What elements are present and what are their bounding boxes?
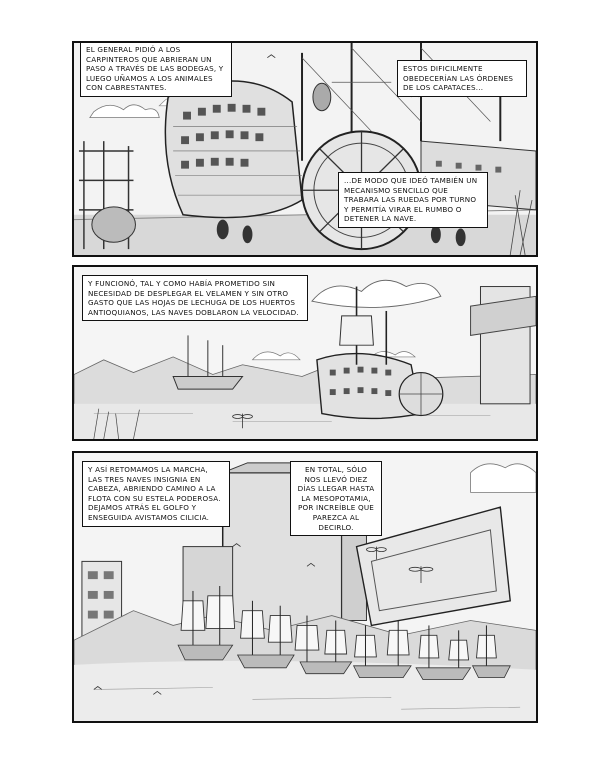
comic-panel-1 [72, 41, 538, 257]
caption-box: ...DE MODO QUE IDEÓ TAMBIÉN UN MECANISMO SENCILLO QUE TRABARA LAS RUEDAS POR TURNO Y PERMITÍA VIRAR EL RUMBO O DETENER LA NAVE. [338, 172, 488, 228]
caption-box: Y ASÍ RETOMAMOS LA MARCHA, LAS TRES NAVES INSIGNIA EN CABEZA, ABRIENDO CAMINO A LA FLOTA CON SU ESTELA PODEROSA. DEJAMOS ATRÁS EL GOLFO Y ENSEGUIDA AVISTAMOS CILICIA. [82, 461, 230, 527]
caption-box: EN TOTAL, SÓLO NOS LLEVÓ DIEZ DÍAS LLEGAR HASTA LA MESOPOTAMIA, POR INCREÍBLE QUE PAREZCA AL DECIRLO. [290, 461, 382, 536]
caption-box: ESTOS DIFICILMENTE OBEDECERÍAN LAS ÓRDENES DE LOS CAPATACES... [397, 60, 527, 97]
caption-box: EL GENERAL PIDIÓ A LOS CARPINTEROS QUE ABRIERAN UN PASO A TRAVÉS DE LAS BODEGAS, Y LUEGO UÑAMOS A LOS ANIMALES CON CABRESTANTES. [80, 41, 232, 97]
caption-box: Y FUNCIONÓ, TAL Y COMO HABÍA PROMETIDO SIN NECESIDAD DE DESPLEGAR EL VELAMEN Y SIN OTRO GASTO QUE LAS HOJAS DE LECHUGA DE LOS HUERTOS ANTIOQUIANOS, LAS NAVES DOBLARON LA VELOCIDAD. [82, 275, 308, 321]
comic-panel-3 [72, 451, 538, 723]
comic-panel-2 [72, 265, 538, 441]
